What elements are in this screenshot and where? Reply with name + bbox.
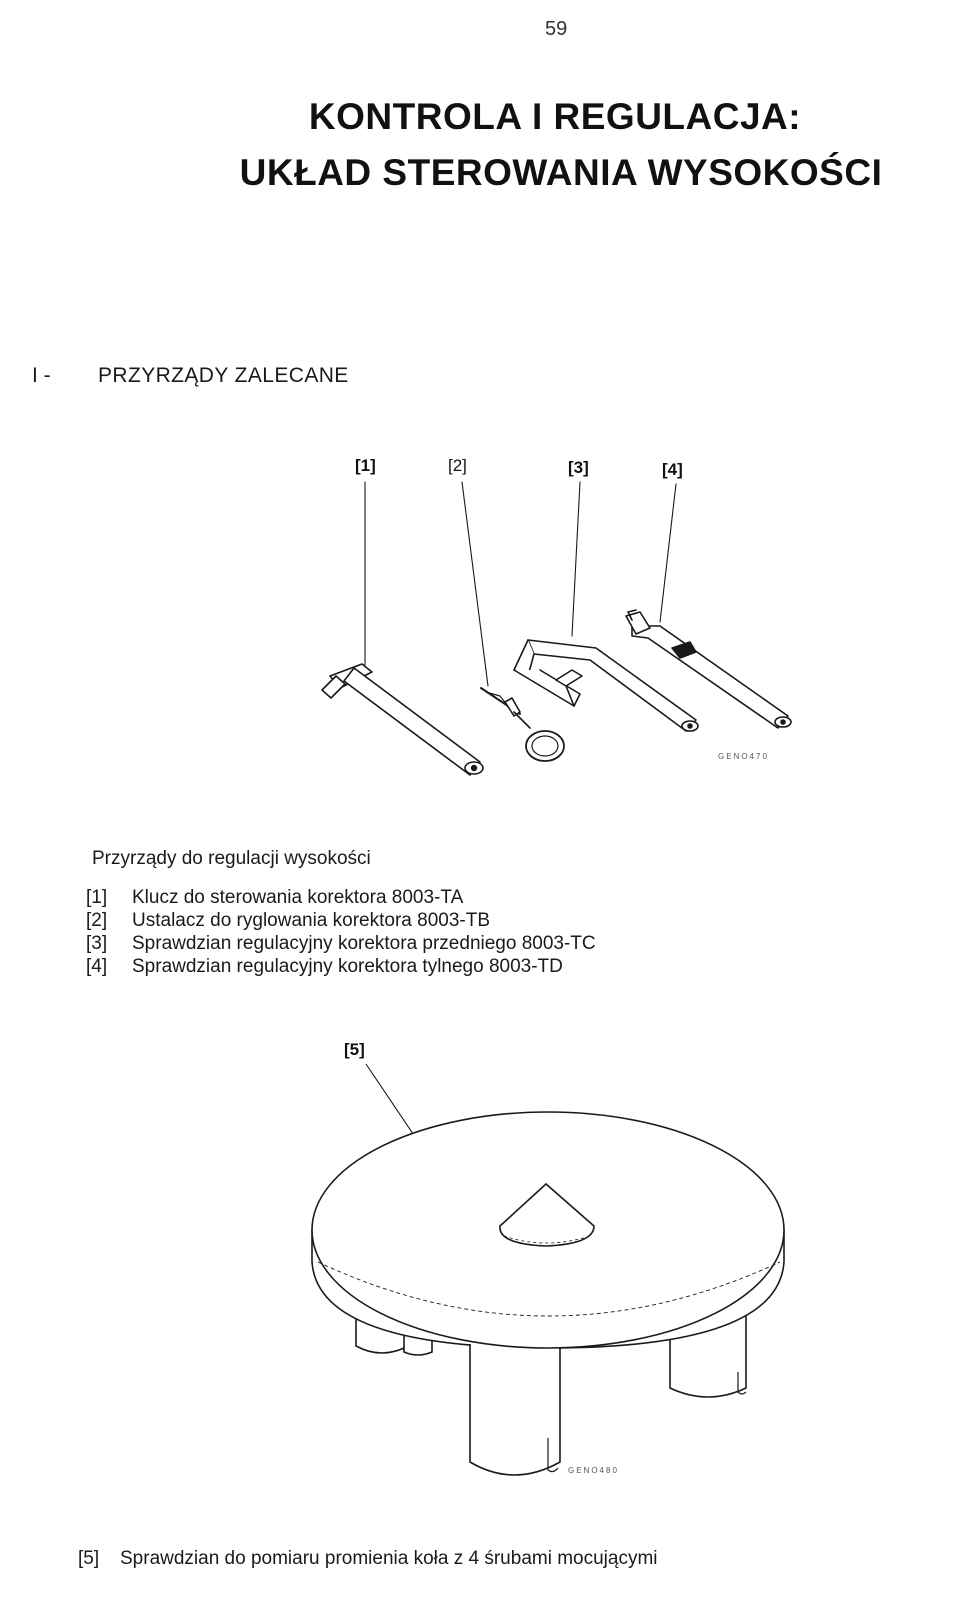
- callout-2: [2]: [448, 456, 467, 475]
- callout-5: [5]: [344, 1040, 365, 1059]
- page-title-line2: UKŁAD STEROWANIA WYSOKOŚCI: [239, 152, 883, 193]
- section-title: PRZYRZĄDY ZALECANE: [98, 364, 349, 387]
- tool-2-pin: [481, 688, 564, 761]
- bottom-caption-number: [5]: [78, 1548, 100, 1569]
- legend-item-4: [86, 955, 563, 978]
- legend-item-1: [86, 886, 463, 909]
- legend-item-number: [3]: [86, 933, 108, 954]
- legend-item-text: Sprawdzian regulacyjny korektora przedniego 8003-TC: [132, 933, 596, 954]
- page-number: 59: [545, 18, 568, 40]
- legend-item-2: [86, 909, 490, 932]
- callout-3: [3]: [568, 458, 589, 477]
- legend-item-text: Klucz do sterowania korektora 8003-TA: [132, 887, 464, 908]
- callout-4: [4]: [662, 460, 683, 479]
- bottom-caption: [78, 1548, 658, 1570]
- leader-line-3: [572, 482, 580, 636]
- legend-item-text: Sprawdzian regulacyjny korektora tylnego 8003-TD: [132, 956, 563, 977]
- callout-1: [1]: [355, 456, 376, 475]
- caption-title: Przyrządy do regulacji wysokości: [92, 848, 371, 869]
- bottom-caption-text: Sprawdzian do pomiaru promienia koła z 4 śrubami mocującymi: [120, 1548, 658, 1569]
- legend-item-number: [4]: [86, 956, 108, 977]
- legend-item-number: [1]: [86, 887, 108, 908]
- section-number: I -: [32, 364, 51, 387]
- legend-item-3: [86, 932, 596, 955]
- tool-4-rear-gauge: [626, 610, 791, 728]
- legend-item-number: [2]: [86, 910, 108, 931]
- leader-line-2: [462, 482, 488, 686]
- wheel-gauge-figure: [312, 1064, 784, 1475]
- tool-1-key: [322, 664, 483, 775]
- legend-item-text: Ustalacz do ryglowania korektora 8003-TB: [132, 910, 491, 931]
- leader-line-4: [660, 484, 676, 622]
- page-title-line1: KONTROLA I REGULACJA:: [308, 96, 802, 137]
- figure1-code: GENO470: [718, 752, 769, 761]
- figure2-code: GENO480: [568, 1466, 619, 1475]
